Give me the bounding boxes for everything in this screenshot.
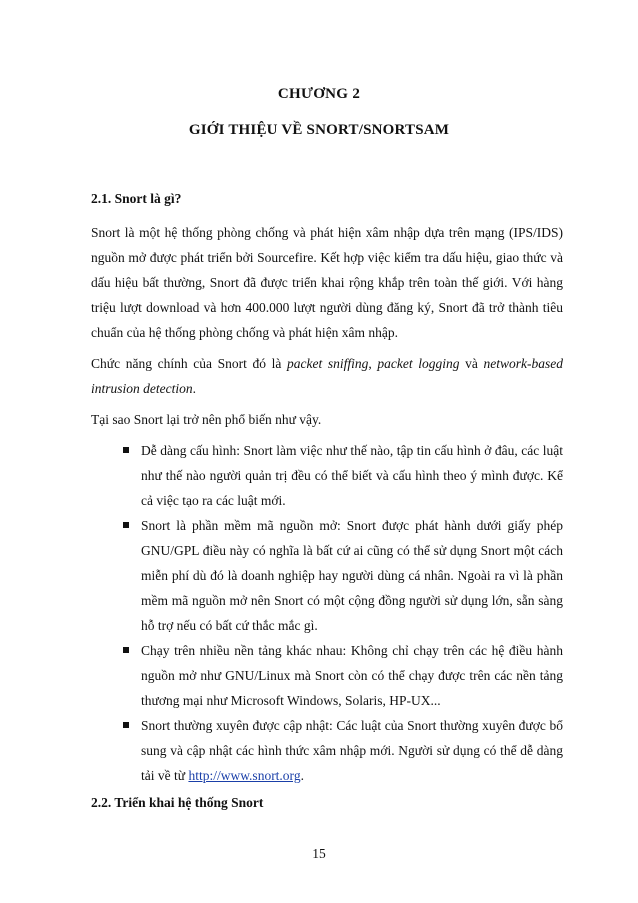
term-network-based-intrusion-detection: network-based intrusion detection <box>91 356 564 396</box>
paragraph-main-functions <box>91 351 563 401</box>
square-bullet-icon <box>123 522 129 528</box>
page-number: 15 <box>312 846 326 861</box>
list-item <box>141 713 563 788</box>
chapter-title: GIỚI THIỆU VỀ SNORT/SNORTSAM <box>188 122 450 138</box>
paragraph-why-popular: Tại sao Snort lại trở nên phổ biến như vậy. <box>91 412 322 427</box>
paragraph-what-is-snort: Snort là một hệ thống phòng chống và phát hiện xâm nhập dựa trên mạng (IPS/IDS) nguồn mở được phát triển bởi Sourcefire. Kết hợp việc kiểm tra dấu hiệu, giao thức và dấu hiệu bất thường, Snort đã được triển khai rộng khắp trên toàn thế giới. Với hàng triệu lượt download và hơn 400.000 lượt người dùng đăng ký, Snort đã trở thành tiêu chuẩn của hệ thống phòng chống và phát hiện xâm nhập. <box>91 225 563 340</box>
list-item-text: Dễ dàng cấu hình: Snort làm việc như thế nào, tập tin cấu hình ở đâu, các luật như thế nào người quản trị đều có thể biết và cấu hình theo ý mình được. Kể cả việc tạo ra các luật mới. <box>141 443 563 508</box>
document-body <box>91 186 563 824</box>
functions-separator-1: , <box>368 356 378 371</box>
functions-suffix: . <box>192 381 196 396</box>
functions-prefix: Chức năng chính của Snort đó là <box>91 356 287 371</box>
list-item <box>141 513 563 638</box>
term-packet-logging: packet logging <box>377 356 460 371</box>
reasons-list <box>91 438 563 788</box>
section-heading-2-1: 2.1. Snort là gì? <box>91 191 182 206</box>
list-item <box>141 438 563 513</box>
term-packet-sniffing: packet sniffing <box>287 356 369 371</box>
chapter-label: CHƯƠNG 2 <box>277 86 361 102</box>
list-item-text: Chạy trên nhiều nền tảng khác nhau: Không chỉ chạy trên các hệ điều hành nguồn mở như GNU/Linux mà Snort còn có thể chạy được trên các nền tảng thương mại như Microsoft Windows, Solaris, HP-UX... <box>141 643 563 708</box>
square-bullet-icon <box>123 647 129 653</box>
square-bullet-icon <box>123 722 129 728</box>
list-item-suffix: . <box>300 768 304 783</box>
list-item-text: Snort là phần mềm mã nguồn mở: Snort được phát hành dưới giấy phép GNU/GPL điều này có nghĩa là bất cứ ai cũng có thể sử dụng Snort một cách miễn phí dù đó là doanh nghiệp hay người dùng cá nhân. Ngoài ra vì là phần mềm mã nguồn mở nên Snort có một cộng đồng người sử dụng lớn, sẵn sàng hỗ trợ nếu có bất cứ thắc mắc gì. <box>141 518 563 633</box>
snort-website-link[interactable]: http://www.snort.org <box>188 768 301 783</box>
square-bullet-icon <box>123 447 129 453</box>
section-heading-2-2: 2.2. Triển khai hệ thống Snort <box>91 795 264 810</box>
list-item <box>141 638 563 713</box>
functions-separator-2: và <box>459 356 484 371</box>
list-item-text: Snort thường xuyên được cập nhật: Các luật của Snort thường xuyên được bổ sung và cập nhật các hình thức xâm nhập mới. Người sử dụng có thể dễ dàng tải về từ <box>141 718 563 783</box>
